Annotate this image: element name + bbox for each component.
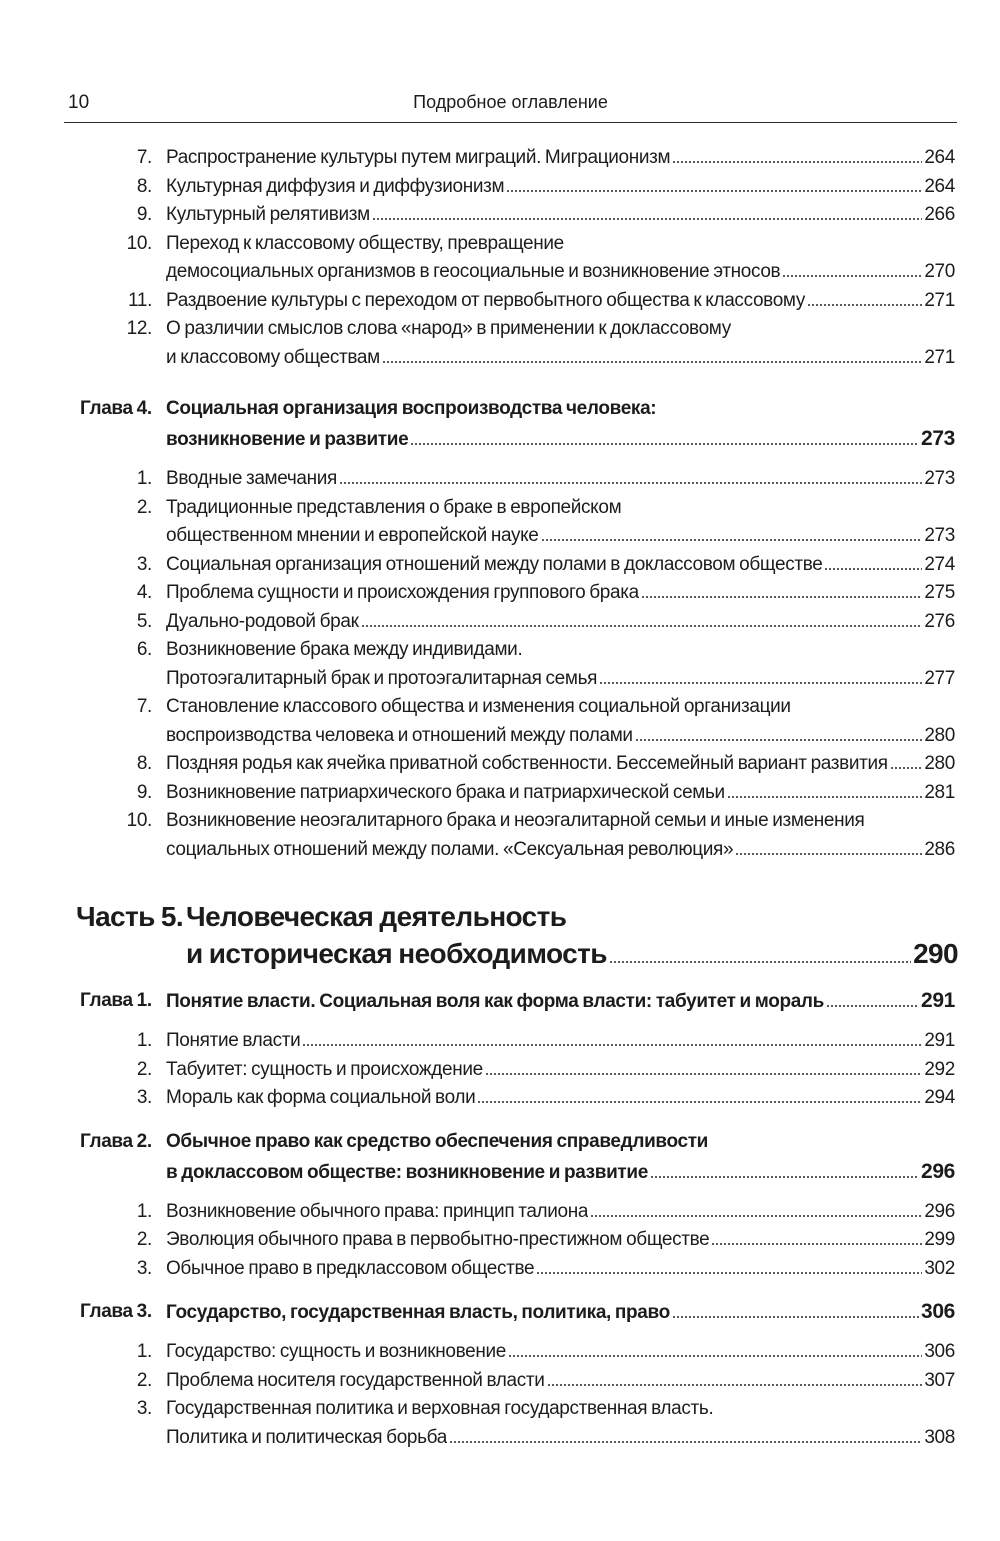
toc-item-page: 266 xyxy=(924,204,955,225)
toc-item-page: 274 xyxy=(924,553,955,575)
toc-item-number: 8. xyxy=(136,753,152,774)
toc-item-continuation xyxy=(0,665,955,694)
chapter-heading-continuation xyxy=(0,1157,955,1188)
dot-leader xyxy=(382,361,923,363)
dot-leader xyxy=(302,1044,922,1046)
toc-item-title-line1: О различии смыслов слова «народ» в применении к доклассовому xyxy=(166,318,731,339)
toc-item-number: 1. xyxy=(136,1030,152,1051)
chapter-heading xyxy=(0,1297,955,1328)
toc-item-title: Поздняя родья как ячейка приватной собственности. Бессемейный вариант развития xyxy=(166,753,888,774)
page-number: 10 xyxy=(68,92,90,113)
toc-item xyxy=(0,173,955,202)
part-title-line1: Человеческая деятельность xyxy=(186,901,567,932)
toc-item-continuation xyxy=(0,522,955,551)
toc-item xyxy=(0,636,955,665)
toc-item xyxy=(0,1027,955,1056)
dot-leader xyxy=(650,1176,919,1178)
chapter-label: Глава 1. xyxy=(80,990,152,1011)
dot-leader xyxy=(635,739,923,741)
dot-leader xyxy=(641,596,923,598)
dot-leader xyxy=(536,1272,922,1274)
toc-item-number: 8. xyxy=(136,175,152,197)
toc-item-title-line2: общественном мнении и европейской науке xyxy=(166,525,539,546)
dot-leader xyxy=(782,275,922,277)
toc-item-page: 286 xyxy=(924,838,955,860)
toc-item-number: 1. xyxy=(136,468,152,489)
toc-item-number: 2. xyxy=(136,1369,152,1391)
toc-item-number: 10. xyxy=(126,232,152,254)
running-title: Подробное оглавление xyxy=(413,92,608,112)
toc-item-title-line2: воспроизводства человека и отношений между полами xyxy=(166,724,633,746)
toc-item-page: 291 xyxy=(924,1030,955,1051)
toc-item-number: 2. xyxy=(136,496,152,518)
toc-item-page: 277 xyxy=(924,667,955,689)
toc-item-number: 1. xyxy=(136,1341,152,1362)
toc-item-title-line2: и классовому обществам xyxy=(166,346,380,368)
dot-leader xyxy=(890,767,923,769)
toc-item xyxy=(0,1084,955,1113)
chapter-heading-continuation xyxy=(0,424,955,455)
dot-leader xyxy=(609,961,911,963)
toc-item-page: 294 xyxy=(924,1087,955,1108)
dot-leader xyxy=(826,1005,919,1007)
toc-item-number: 7. xyxy=(136,147,152,168)
toc-item xyxy=(0,315,955,344)
chapter-page: 296 xyxy=(921,1159,955,1183)
dot-leader xyxy=(410,443,919,445)
toc-item xyxy=(0,1198,955,1227)
toc-item-number: 3. xyxy=(136,1257,152,1279)
chapter-title-line2: возникновение и развитие xyxy=(166,429,409,450)
toc-item-title-line2: Протоэгалитарный брак и протоэгалитарная семья xyxy=(166,667,598,689)
chapter-label: Глава 3. xyxy=(80,1301,152,1322)
toc-item-page: 275 xyxy=(924,582,955,603)
dot-leader xyxy=(541,539,923,541)
toc-item-continuation xyxy=(0,722,955,751)
toc-item-title: Культурный релятивизм xyxy=(166,204,370,225)
toc-item-page: 271 xyxy=(924,289,955,311)
chapter-label: Глава 4. xyxy=(80,398,152,419)
toc-item xyxy=(0,287,955,316)
toc-item-title: Проблема носителя государственной власти xyxy=(166,1369,545,1391)
toc-item-title: Вводные замечания xyxy=(166,468,337,489)
chapter-title-line1: Обычное право как средство обеспечения справедливости xyxy=(166,1130,708,1152)
dot-leader xyxy=(506,190,922,192)
toc-item-number: 1. xyxy=(136,1200,152,1222)
dot-leader xyxy=(372,218,923,220)
toc-item xyxy=(0,230,955,259)
toc-item-number: 9. xyxy=(136,781,152,803)
toc-item-title-line1: Возникновение неоэгалитарного брака и неоэгалитарной семьи и иные изменения xyxy=(166,810,865,831)
toc-item xyxy=(0,465,955,494)
toc-item xyxy=(0,693,955,722)
toc-item-page: 308 xyxy=(924,1426,955,1448)
dot-leader xyxy=(807,304,922,306)
table-of-contents xyxy=(0,144,1000,1452)
part-label: Часть 5. xyxy=(76,901,184,932)
toc-item-page: 292 xyxy=(924,1058,955,1080)
dot-leader xyxy=(727,796,923,798)
toc-item-number: 10. xyxy=(126,810,152,831)
dot-leader xyxy=(735,853,922,855)
toc-item xyxy=(0,579,955,608)
toc-item-page: 270 xyxy=(924,261,955,282)
toc-item xyxy=(0,750,955,779)
toc-item-number: 3. xyxy=(136,553,152,575)
toc-item xyxy=(0,1255,955,1284)
toc-item-title-line2: социальных отношений между полами. «Сексуальная революция» xyxy=(166,838,734,860)
dot-leader xyxy=(361,625,923,627)
toc-item xyxy=(0,144,955,173)
toc-item-continuation xyxy=(0,1424,955,1453)
chapter-heading xyxy=(0,986,955,1017)
chapter-title: Государство, государственная власть, политика, право xyxy=(166,1302,670,1323)
dot-leader xyxy=(672,1316,919,1318)
toc-item-page: 264 xyxy=(924,147,955,168)
toc-item-number: 5. xyxy=(136,610,152,632)
toc-item-number: 4. xyxy=(136,582,152,603)
toc-item-title: Проблема сущности и происхождения группового брака xyxy=(166,582,639,603)
toc-item-page: 296 xyxy=(924,1200,955,1222)
toc-item-title-line2: демосоциальных организмов в геосоциальные и возникновение этносов xyxy=(166,261,781,282)
chapter-label: Глава 2. xyxy=(80,1130,152,1152)
toc-item xyxy=(0,1367,955,1396)
toc-item-number: 3. xyxy=(136,1087,152,1108)
toc-item-title: Распространение культуры путем миграций. Миграционизм xyxy=(166,147,671,168)
toc-item-number: 12. xyxy=(126,318,152,339)
toc-item-page: 299 xyxy=(924,1229,955,1250)
toc-item-title-line1: Традиционные представления о браке в европейском xyxy=(166,496,622,518)
toc-item-page: 276 xyxy=(924,610,955,632)
toc-item-title: Возникновение обычного права: принцип талиона xyxy=(166,1200,589,1222)
part-page: 290 xyxy=(913,938,958,969)
toc-item-title-line2: Политика и политическая борьба xyxy=(166,1426,448,1448)
chapter-heading xyxy=(0,1127,955,1157)
toc-item-number: 2. xyxy=(136,1229,152,1250)
toc-item-page: 280 xyxy=(924,753,955,774)
toc-item-page: 271 xyxy=(924,346,955,368)
toc-item-continuation xyxy=(0,836,955,865)
dot-leader xyxy=(711,1243,922,1245)
toc-item-page: 307 xyxy=(924,1369,955,1391)
chapter-title-line2: в доклассовом обществе: возникновение и развитие xyxy=(166,1161,648,1183)
toc-item-page: 280 xyxy=(924,724,955,746)
toc-item xyxy=(0,807,955,836)
dot-leader xyxy=(599,682,922,684)
dot-leader xyxy=(477,1101,922,1103)
chapter-title-line1: Социальная организация воспроизводства человека: xyxy=(166,398,657,419)
toc-item-page: 264 xyxy=(924,175,955,197)
toc-item xyxy=(0,1338,955,1367)
chapter-heading xyxy=(0,394,955,424)
toc-item xyxy=(0,608,955,637)
toc-item-title: Социальная организация отношений между полами в доклассовом обществе xyxy=(166,553,823,575)
toc-item xyxy=(0,1226,955,1255)
toc-item-page: 306 xyxy=(924,1341,955,1362)
toc-item-continuation xyxy=(0,344,955,373)
toc-item-page: 281 xyxy=(924,781,955,803)
toc-item-title-line1: Становление классового общества и изменения социальной организации xyxy=(166,696,791,717)
toc-item xyxy=(0,1056,955,1085)
toc-item-number: 7. xyxy=(136,696,152,717)
toc-item xyxy=(0,201,955,230)
toc-item-page: 273 xyxy=(924,468,955,489)
toc-item-title: Понятие власти xyxy=(166,1030,301,1051)
part-heading xyxy=(0,898,958,935)
toc-item-title: Культурная диффузия и диффузионизм xyxy=(166,175,505,197)
toc-item-title: Мораль как форма социальной воли xyxy=(166,1087,476,1108)
toc-item-number: 6. xyxy=(136,639,152,660)
toc-item-title: Эволюция обычного права в первобытно-престижном обществе xyxy=(166,1229,710,1250)
toc-item xyxy=(0,551,955,580)
toc-item-title: Дуально-родовой брак xyxy=(166,610,359,632)
toc-item-number: 2. xyxy=(136,1058,152,1080)
dot-leader xyxy=(824,568,922,570)
toc-item-title: Обычное право в предклассовом обществе xyxy=(166,1257,535,1279)
toc-item-title-line1: Государственная политика и верховная государственная власть. xyxy=(166,1398,714,1419)
chapter-page: 273 xyxy=(921,427,955,450)
toc-item-number: 11. xyxy=(128,289,152,311)
toc-item-title: Государство: сущность и возникновение xyxy=(166,1341,506,1362)
toc-item-title: Раздвоение культуры с переходом от первобытного общества к классовому xyxy=(166,289,805,311)
dot-leader xyxy=(672,161,922,163)
toc-item xyxy=(0,779,955,808)
toc-item-title-line1: Переход к классовому обществу, превращение xyxy=(166,232,564,254)
part-heading-continuation xyxy=(0,935,958,972)
chapter-title: Понятие власти. Социальная воля как форма власти: табуитет и мораль xyxy=(166,991,824,1012)
toc-item-title: Табуитет: сущность и происхождение xyxy=(166,1058,483,1080)
dot-leader xyxy=(339,482,922,484)
dot-leader xyxy=(508,1355,922,1357)
toc-item-page: 273 xyxy=(924,525,955,546)
toc-item-number: 9. xyxy=(136,204,152,225)
toc-item-number: 3. xyxy=(136,1398,152,1419)
dot-leader xyxy=(547,1384,923,1386)
part-title-line2: и историческая необходимость xyxy=(186,938,607,969)
dot-leader xyxy=(590,1215,922,1217)
chapter-page: 291 xyxy=(921,989,955,1012)
toc-item-page: 302 xyxy=(924,1257,955,1279)
toc-item xyxy=(0,494,955,523)
toc-item-title: Возникновение патриархического брака и патриархической семьи xyxy=(166,781,725,803)
toc-item-continuation xyxy=(0,258,955,287)
toc-item xyxy=(0,1395,955,1424)
dot-leader xyxy=(449,1441,922,1443)
chapter-page: 306 xyxy=(921,1300,955,1323)
toc-item-title-line1: Возникновение брака между индивидами. xyxy=(166,639,523,660)
dot-leader xyxy=(485,1073,922,1075)
page-header xyxy=(64,88,957,123)
